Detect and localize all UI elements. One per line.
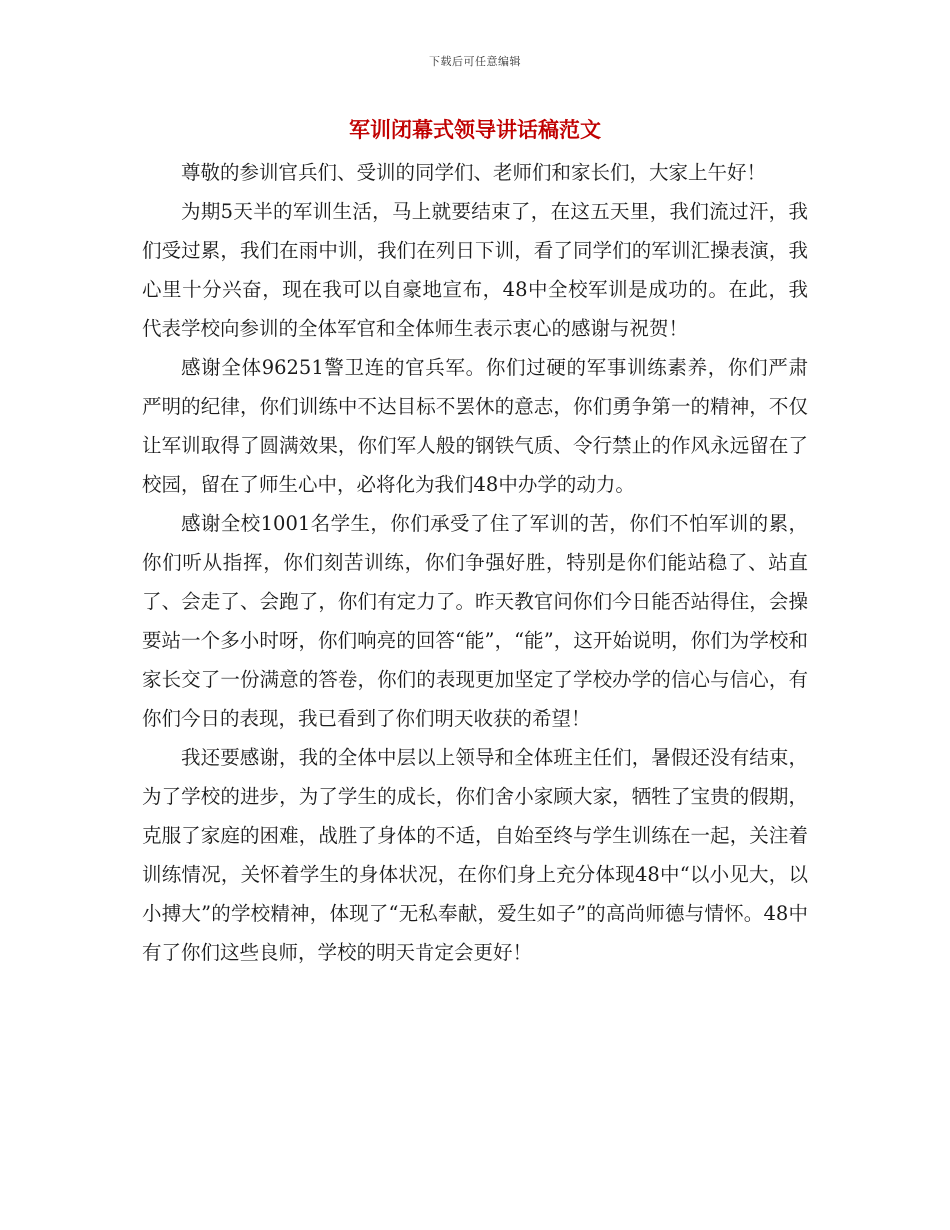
page-header-note: 下载后可任意编辑 [429,55,521,68]
paragraph-greeting: 尊敬的参训官兵们、受训的同学们、老师们和家长们，大家上午好！ [181,161,767,184]
document-title: 军训闭幕式领导讲话稿范文 [349,117,601,142]
paragraph-training-summary: 为期5天半的军训生活，马上就要结束了，在这五天里，我们流过汗，我们受过累，我们在雨中训，我们在列日下训，看了同学们的军训汇操表演，我心里十分兴奋，现在我可以自豪地宣布，48中全校军训是成功的。在此，我代表学校向参训的全体军官和全体师生表示衷心的感谢与祝贺！ [142,200,808,340]
paragraph-thanks-students: 感谢全校1001名学生，你们承受了住了军训的苦，你们不怕军训的累，你们听从指挥，你们刻苦训练，你们争强好胜，特别是你们能站稳了、站直了、会走了、会跑了，你们有定力了。昨天教官问你们今日能否站得住，会操要站一个多小时呀，你们响亮的回答“能”，“能”，这开始说明，你们为学校和家长交了一份满意的答卷，你们的表现更加坚定了学校办学的信心与信心，有你们今日的表现，我已看到了你们明天收获的希望！ [142,512,808,730]
paragraph-thanks-officers: 感谢全体96251警卫连的官兵军。你们过硬的军事训练素养，你们严肃严明的纪律，你们训练中不达目标不罢休的意志，你们勇争第一的精神，不仅让军训取得了圆满效果，你们军人般的钢铁气质、令行禁止的作风永远留在了校园，留在了师生心中，必将化为我们48中办学的动力。 [142,356,808,496]
paragraph-thanks-teachers: 我还要感谢，我的全体中层以上领导和全体班主任们，暑假还没有结束，为了学校的进步，为了学生的成长，你们舍小家顾大家，牺牲了宝贵的假期，克服了家庭的困难，战胜了身体的不适，自始至终与学生训练在一起，关注着训练情况，关怀着学生的身体状况，在你们身上充分体现48中“以小见大，以小搏大”的学校精神，体现了“无私奉献，爱生如子”的高尚师德与情怀。48中有了你们这些良师，学校的明天肯定会更好！ [142,746,808,964]
document-body [142,153,808,972]
